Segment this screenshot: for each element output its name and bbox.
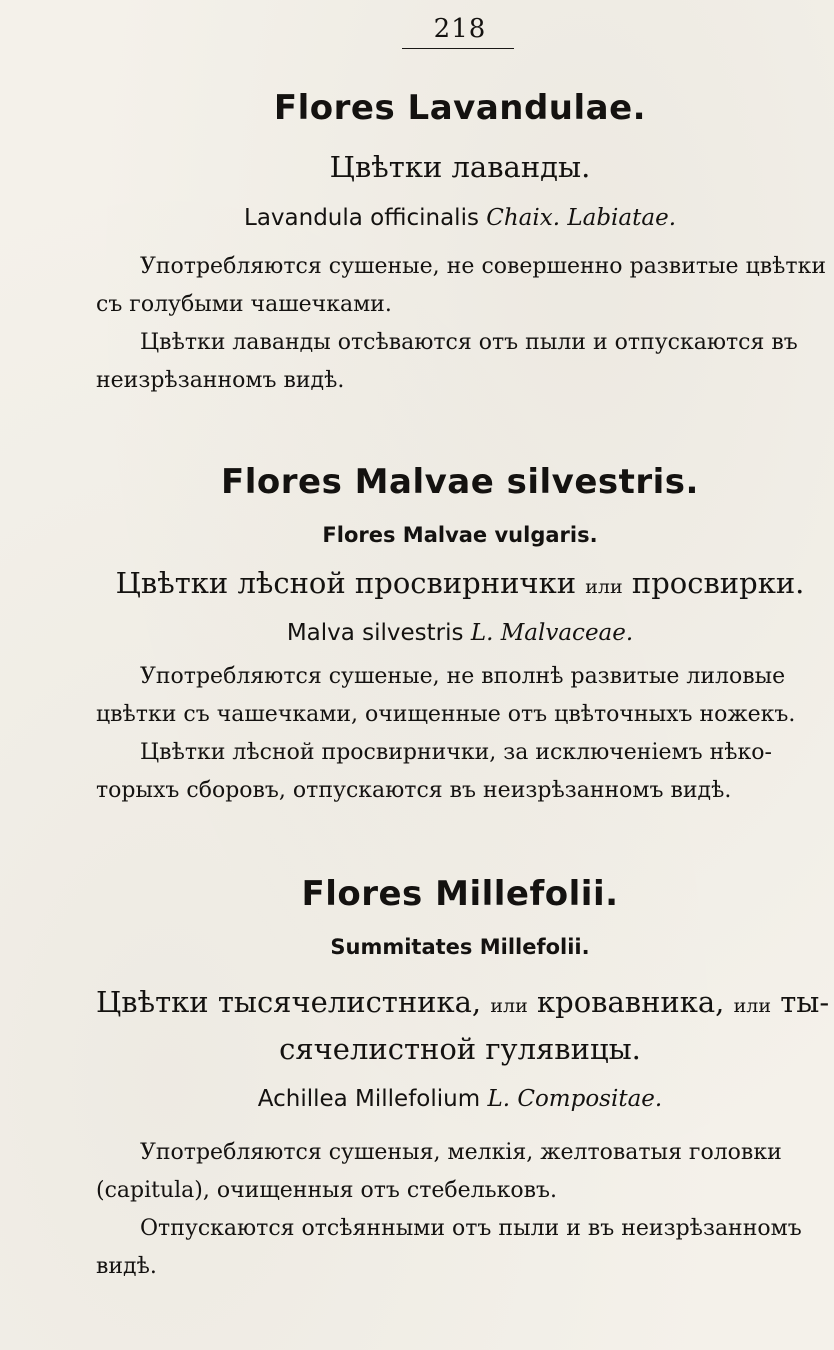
section-synonym: Flores Malvae vulgaris. bbox=[322, 523, 598, 547]
section-latin-title: Flores Malvae silvestris. bbox=[221, 462, 699, 502]
plant-family: Malvaceae. bbox=[500, 620, 634, 646]
plant-family: Compositae. bbox=[517, 1086, 663, 1112]
plant-author: L. bbox=[470, 620, 494, 646]
plant-name-line bbox=[0, 620, 834, 646]
russian-title-part: Цвѣтки тысячелистника, bbox=[96, 985, 482, 1019]
plant-author: Chaix. bbox=[486, 205, 561, 231]
russian-title-or: или bbox=[490, 995, 528, 1017]
paragraph-line: Употребляются сушеныя, мелкія, желтоватыя головки bbox=[140, 1140, 782, 1165]
paragraph-line: (capitula), очищенныя отъ стебельковъ. bbox=[96, 1178, 558, 1203]
plant-name: Malva silvestris bbox=[286, 620, 464, 646]
paragraph-line: Употребляются сушеные, не вполнѣ развитые лиловые bbox=[140, 664, 786, 689]
russian-title-part: кровавника, bbox=[537, 985, 725, 1019]
russian-title-or: или bbox=[733, 995, 772, 1017]
page-number: 218 bbox=[433, 14, 487, 44]
plant-family: Labiatae. bbox=[567, 205, 676, 231]
paragraph bbox=[96, 324, 826, 400]
paragraph-line: торыхъ сборовъ, отпускаются въ неизрѣзанномъ видѣ. bbox=[96, 778, 732, 803]
russian-title-or: или bbox=[585, 576, 623, 598]
paragraph bbox=[96, 248, 826, 324]
plant-name-line bbox=[0, 1086, 834, 1112]
russian-title-part: ты- bbox=[780, 985, 830, 1019]
paragraph-line: цвѣтки съ чашечками, очищенные отъ цвѣточныхъ ножекъ. bbox=[96, 702, 796, 727]
paragraph-line: видѣ. bbox=[96, 1254, 157, 1279]
paragraph-line: съ голубыми чашечками. bbox=[96, 292, 392, 317]
plant-name: Lavandula officinalis bbox=[244, 205, 479, 231]
plant-name-line bbox=[0, 205, 834, 231]
russian-title-part: просвирки. bbox=[631, 566, 805, 600]
paragraph-line: Отпускаются отсѣянными отъ пыли и въ неизрѣзанномъ bbox=[140, 1216, 802, 1241]
plant-author: L. bbox=[487, 1086, 511, 1112]
section-latin-title: Flores Lavandulae. bbox=[273, 88, 647, 128]
paragraph-line: Употребляются сушеные, не совершенно развитые цвѣтки bbox=[140, 254, 826, 279]
paragraph-line: Цвѣтки лаванды отсѣваются отъ пыли и отпускаются въ bbox=[140, 330, 798, 355]
paragraph bbox=[96, 734, 826, 810]
section-russian-title: Цвѣтки лаванды. bbox=[329, 150, 591, 184]
paragraph-line: Цвѣтки лѣсной просвирнички, за исключеніемъ нѣко- bbox=[140, 740, 772, 765]
paragraph-line: неизрѣзанномъ видѣ. bbox=[96, 368, 345, 393]
section-latin-title: Flores Millefolii. bbox=[301, 874, 619, 914]
section-russian-title bbox=[96, 985, 830, 1019]
section-russian-title bbox=[0, 566, 834, 600]
paragraph bbox=[96, 1134, 826, 1210]
paragraph bbox=[96, 658, 826, 734]
section-russian-title-line2: сячелистной гулявицы. bbox=[279, 1032, 641, 1066]
plant-name: Achillea Millefolium bbox=[257, 1086, 481, 1112]
section-synonym: Summitates Millefolii. bbox=[330, 935, 590, 959]
paragraph bbox=[96, 1210, 826, 1286]
russian-title-part: Цвѣтки лѣсной просвирнички bbox=[115, 566, 577, 600]
header-rule bbox=[402, 48, 514, 49]
